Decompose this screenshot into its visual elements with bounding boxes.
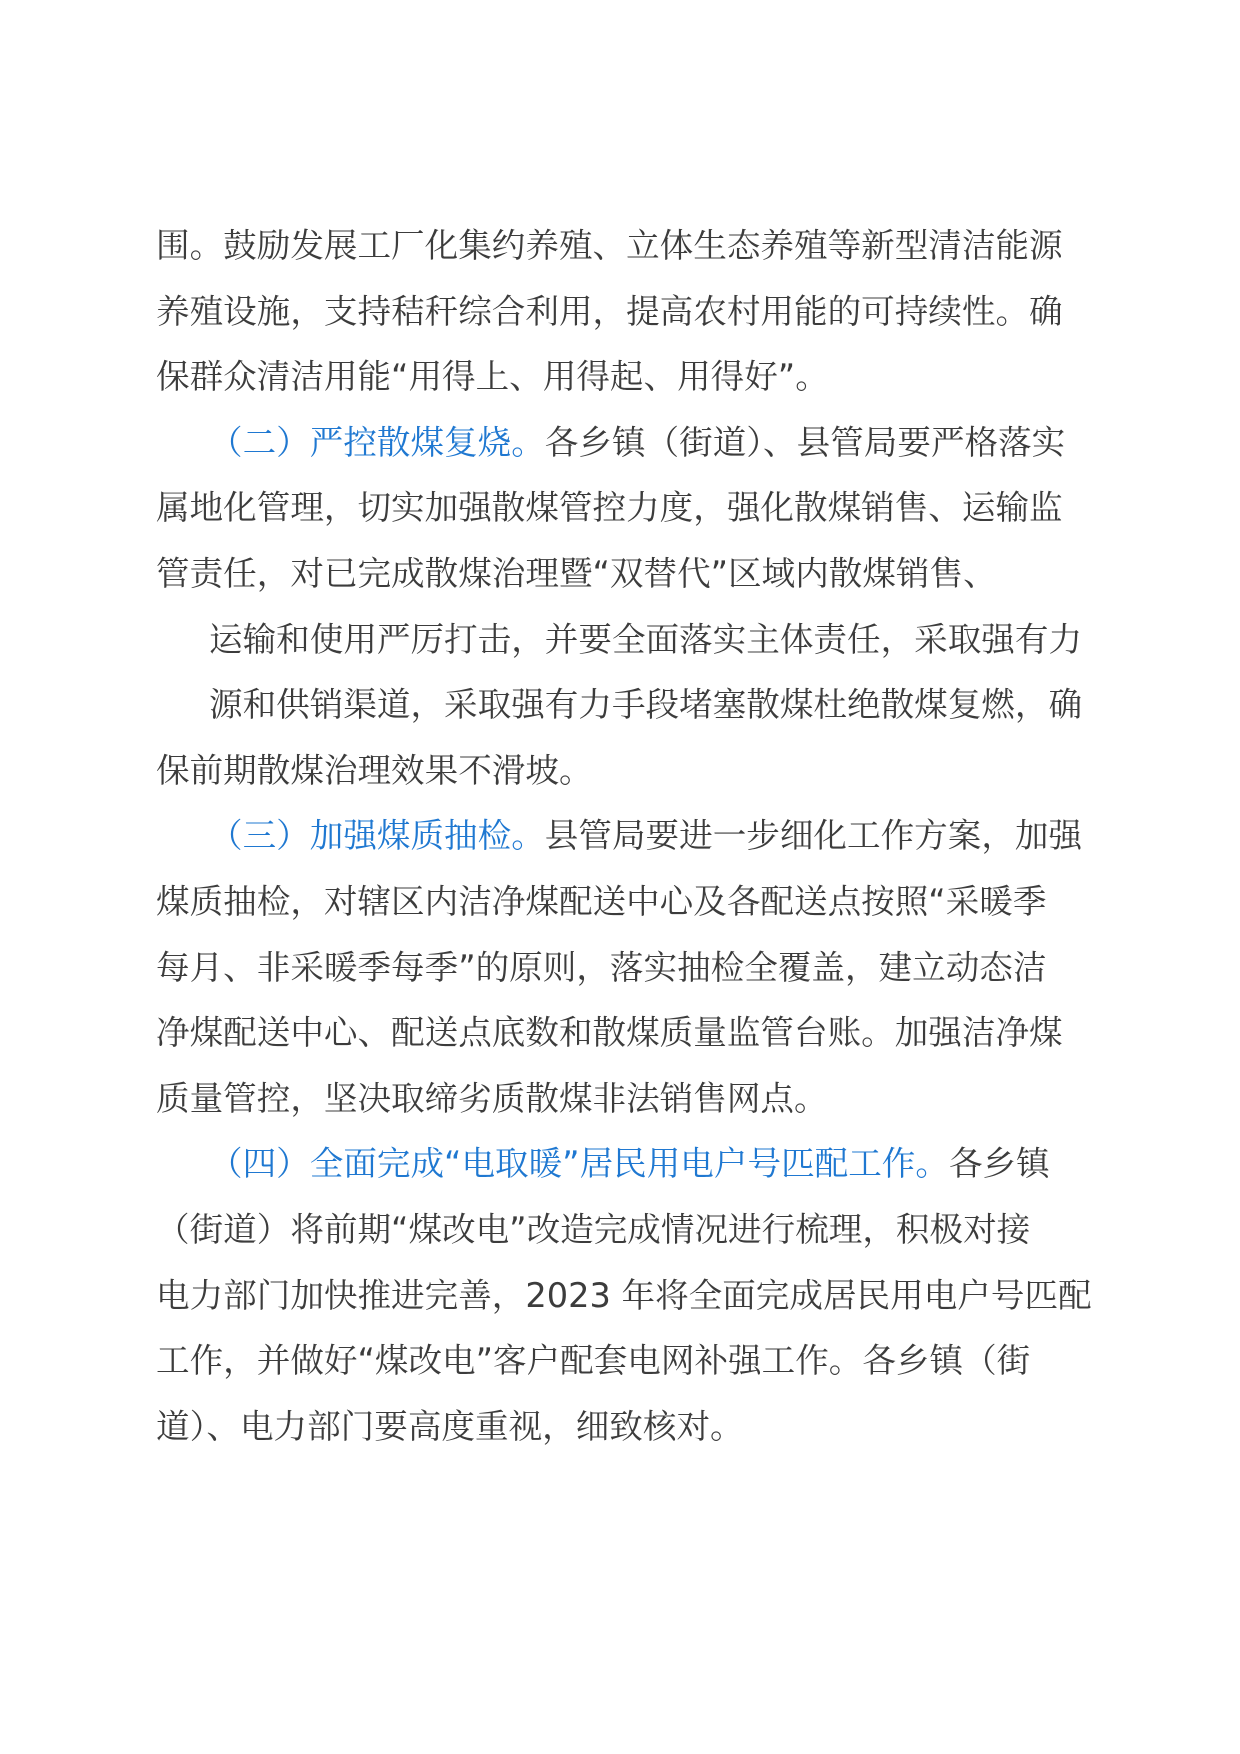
text-line: 电力部门加快推进完善，2023 年将全面完成居民用电户号匹配 bbox=[156, 1275, 1092, 1315]
text-line bbox=[156, 410, 1156, 476]
text-line: 保群众清洁用能“用得上、用得起、用得好”。 bbox=[156, 357, 829, 397]
text-line: 道）、电力部门要高度重视，细致核对。 bbox=[156, 1406, 744, 1446]
text-line: 每月、非采暖季每季”的原则，落实抽检全覆盖，建立动态洁 bbox=[156, 947, 1047, 987]
text-line: 围。鼓励发展工厂化集约养殖、立体生态养殖等新型清洁能源 bbox=[156, 226, 1063, 265]
text-line: 源和供销渠道，采取强有力手段堵塞散煤杜绝散煤复燃，确 bbox=[209, 685, 1083, 725]
section-heading: （三）加强煤质抽检。 bbox=[209, 816, 545, 856]
section-heading: （四）全面完成“电取暖”居民用电户号匹配工作。 bbox=[209, 1144, 949, 1184]
paragraph-coal-quality-inspection bbox=[156, 803, 1156, 1131]
text-line: 保前期散煤治理效果不滑坡。 bbox=[156, 750, 593, 790]
paragraph-continuation bbox=[156, 213, 1156, 410]
line-text: 各乡镇（街道）、县管局要严格落实 bbox=[544, 422, 1066, 462]
text-line: 质量管控，坚决取缔劣质散煤非法销售网点。 bbox=[156, 1078, 828, 1118]
text-line: 净煤配送中心、配送点底数和散煤质量监管台账。加强洁净煤 bbox=[156, 1013, 1063, 1053]
line-text: 县管局要进一步细化工作方案，加强 bbox=[544, 816, 1083, 856]
text-line: 属地化管理，切实加强散煤管控力度，强化散煤销售、运输监 bbox=[156, 488, 1063, 528]
text-line: （街道）将前期“煤改电”改造完成情况进行梳理，积极对接 bbox=[156, 1209, 1031, 1249]
section-heading: （二）严控散煤复烧。 bbox=[209, 422, 545, 462]
paragraph-electric-heating-matching bbox=[156, 1131, 1156, 1459]
text-line: 养殖设施，支持秸秆综合利用，提高农村用能的可持续性。确 bbox=[156, 291, 1063, 331]
text-line: 煤质抽检，对辖区内洁净煤配送中心及各配送点按照“采暖季 bbox=[156, 881, 1047, 921]
text-line bbox=[156, 1131, 1156, 1197]
paragraph-scattered-coal-control bbox=[156, 410, 1156, 804]
text-line: 管责任，对已完成散煤治理暨“双替代”区域内散煤销售、 bbox=[156, 553, 997, 593]
text-line: 运输和使用严厉打击，并要全面落实主体责任，采取强有力 bbox=[209, 619, 1083, 659]
document-body bbox=[156, 213, 1156, 1459]
line-text: 各乡镇 bbox=[948, 1144, 1050, 1184]
text-line: 工作，并做好“煤改电”客户配套电网补强工作。各乡镇（街 bbox=[156, 1341, 1031, 1381]
text-line bbox=[156, 803, 1156, 869]
